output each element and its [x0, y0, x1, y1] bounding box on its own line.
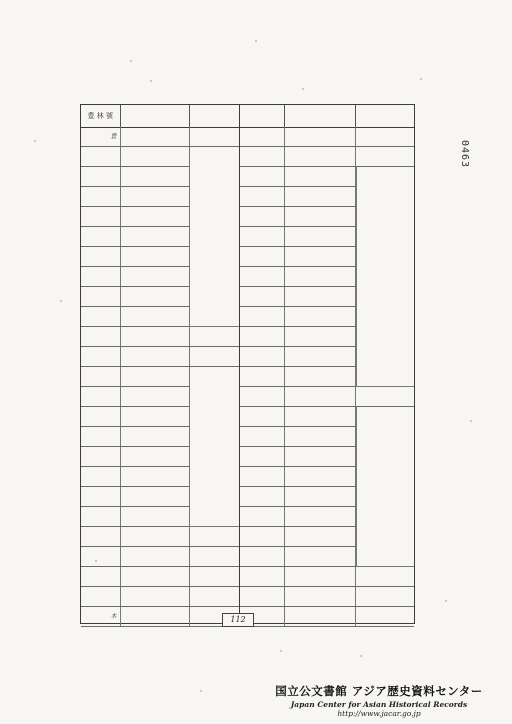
archive-name: 国立公文書館 アジア歴史資料センター: [275, 684, 483, 698]
row-entry-cell: [285, 587, 357, 606]
row-note-cell: [190, 347, 239, 366]
row-category-cell: [240, 507, 285, 526]
scan-speck: [150, 80, 152, 82]
scan-speck: [302, 88, 304, 90]
row-entry-cell: [121, 427, 190, 446]
row-note-cell: [190, 527, 239, 546]
merged-group-note: [189, 367, 239, 527]
scan-speck: [445, 600, 447, 602]
table-row: [81, 347, 239, 367]
row-entry-cell: [285, 127, 357, 146]
row-entry-cell: [121, 387, 190, 406]
scan-speck: [420, 78, 422, 80]
row-entry-cell: [285, 147, 357, 166]
row-category-cell: [81, 467, 121, 486]
row-entry-cell: [121, 307, 190, 326]
row-entry-cell: [121, 187, 190, 206]
table-row: [240, 147, 414, 167]
row-entry-cell: [121, 407, 190, 426]
row-category-cell: [81, 207, 121, 226]
row-entry-cell: [285, 427, 357, 446]
header-col-1: [240, 105, 285, 127]
row-note-cell: [356, 147, 414, 166]
row-entry-cell: [121, 167, 190, 186]
header-col-3: [190, 105, 239, 127]
row-category-cell: [81, 227, 121, 246]
archive-name-english: Japan Center for Asian Historical Records: [290, 700, 468, 709]
table-row: [240, 387, 414, 407]
row-note-cell: [190, 327, 239, 346]
row-entry-cell: [285, 507, 357, 526]
row-note-cell: [356, 607, 414, 626]
merged-group-note: [189, 147, 239, 327]
row-entry-cell: [121, 207, 190, 226]
header-col-3: [356, 105, 414, 127]
row-category-cell: [81, 527, 121, 546]
row-category-cell: [240, 467, 285, 486]
row-category-cell: [81, 567, 121, 586]
row-category-cell: [240, 287, 285, 306]
scan-speck: [280, 650, 282, 652]
table-row: [81, 327, 239, 347]
table-body: [240, 127, 414, 623]
header-col-2: [285, 105, 357, 127]
row-entry-cell: [285, 367, 357, 386]
row-entry-cell: [121, 547, 190, 566]
archive-footer: [254, 683, 504, 718]
row-entry-cell: [121, 327, 190, 346]
row-category-cell: [240, 527, 285, 546]
page-number: 112: [222, 613, 254, 627]
row-entry-cell: [121, 467, 190, 486]
row-category-cell: [240, 547, 285, 566]
scan-speck: [200, 690, 202, 692]
row-category-cell: [81, 447, 121, 466]
row-category-cell: [240, 407, 285, 426]
scan-speck: [470, 420, 472, 422]
row-entry-cell: [121, 347, 190, 366]
row-entry-cell: [121, 247, 190, 266]
row-note-cell: [356, 127, 414, 146]
row-category-cell: [81, 347, 121, 366]
row-category-cell: [81, 187, 121, 206]
row-category-cell: [81, 247, 121, 266]
table-row: [81, 127, 239, 147]
row-category-cell: [240, 427, 285, 446]
row-entry-cell: [285, 347, 357, 366]
merged-group-note: [356, 407, 414, 567]
row-category-cell: [240, 587, 285, 606]
row-entry-cell: [285, 247, 357, 266]
register-table-left: [80, 104, 240, 624]
row-category-cell: [81, 147, 121, 166]
row-category-cell: [240, 307, 285, 326]
table-row: [81, 567, 239, 587]
scan-speck: [360, 655, 362, 657]
row-entry-cell: [285, 167, 357, 186]
header-col-2: [121, 105, 190, 127]
header-col-1: 豊 林 號: [81, 105, 121, 127]
table-row: [240, 127, 414, 147]
row-entry-cell: [285, 207, 357, 226]
row-category-cell: [81, 167, 121, 186]
row-entry-cell: [285, 527, 357, 546]
row-entry-cell: [285, 327, 357, 346]
row-entry-cell: [121, 487, 190, 506]
table-row: [81, 587, 239, 607]
row-entry-cell: [285, 387, 357, 406]
scan-speck: [130, 60, 132, 62]
row-entry-cell: [285, 467, 357, 486]
row-entry-cell: [285, 487, 357, 506]
row-entry-cell: [285, 267, 357, 286]
row-entry-cell: [121, 367, 190, 386]
row-category-cell: [240, 387, 285, 406]
scan-speck: [34, 140, 36, 142]
table-header: [240, 105, 414, 128]
row-category-cell: [81, 407, 121, 426]
table-row: [81, 607, 239, 627]
row-note-cell: [190, 127, 239, 146]
table-header: [81, 105, 239, 128]
table-row: [81, 547, 239, 567]
row-entry-cell: [121, 527, 190, 546]
row-category-cell: [81, 327, 121, 346]
row-entry-cell: [285, 187, 357, 206]
row-category-cell: [81, 367, 121, 386]
row-category-cell: [240, 127, 285, 146]
row-category-cell: [240, 267, 285, 286]
row-category-cell: [81, 547, 121, 566]
row-entry-cell: [285, 407, 357, 426]
row-entry-cell: [121, 447, 190, 466]
row-entry-cell: [285, 287, 357, 306]
row-entry-cell: [121, 587, 190, 606]
row-category-cell: 本: [81, 607, 121, 626]
register-table-right: [240, 104, 415, 624]
row-category-cell: [81, 307, 121, 326]
row-category-cell: 豊: [81, 127, 121, 146]
row-entry-cell: [285, 227, 357, 246]
row-entry-cell: [121, 147, 190, 166]
row-category-cell: [240, 147, 285, 166]
table-row: [240, 567, 414, 587]
row-note-cell: [190, 587, 239, 606]
table-row: [240, 607, 414, 627]
row-entry-cell: [285, 307, 357, 326]
row-entry-cell: [285, 607, 357, 626]
row-note-cell: [356, 587, 414, 606]
row-entry-cell: [285, 547, 357, 566]
row-category-cell: [240, 487, 285, 506]
merged-group-note: [356, 167, 414, 387]
reference-number: 0463: [459, 140, 470, 169]
row-note-cell: [190, 567, 239, 586]
row-note-cell: [356, 387, 414, 406]
row-category-cell: [240, 227, 285, 246]
row-entry-cell: [285, 447, 357, 466]
row-category-cell: [240, 567, 285, 586]
row-category-cell: [240, 447, 285, 466]
row-entry-cell: [121, 127, 190, 146]
row-note-cell: [356, 567, 414, 586]
row-category-cell: [240, 167, 285, 186]
row-category-cell: [81, 507, 121, 526]
row-entry-cell: [121, 287, 190, 306]
row-category-cell: [81, 587, 121, 606]
row-category-cell: [240, 347, 285, 366]
scan-speck: [255, 40, 257, 42]
row-entry-cell: [285, 567, 357, 586]
row-category-cell: [240, 327, 285, 346]
table-row: [81, 527, 239, 547]
row-category-cell: [81, 487, 121, 506]
row-category-cell: [81, 387, 121, 406]
table-row: [240, 587, 414, 607]
archive-url: http://www.jacar.go.jp: [337, 709, 421, 718]
scan-speck: [60, 300, 62, 302]
row-note-cell: [190, 547, 239, 566]
row-entry-cell: [121, 227, 190, 246]
row-category-cell: [240, 207, 285, 226]
row-category-cell: [240, 187, 285, 206]
row-category-cell: [81, 427, 121, 446]
row-category-cell: [240, 247, 285, 266]
row-entry-cell: [121, 607, 190, 626]
row-category-cell: [81, 287, 121, 306]
table-body: [81, 127, 239, 623]
row-category-cell: [81, 267, 121, 286]
row-entry-cell: [121, 267, 190, 286]
row-entry-cell: [121, 567, 190, 586]
row-entry-cell: [121, 507, 190, 526]
row-category-cell: [240, 367, 285, 386]
